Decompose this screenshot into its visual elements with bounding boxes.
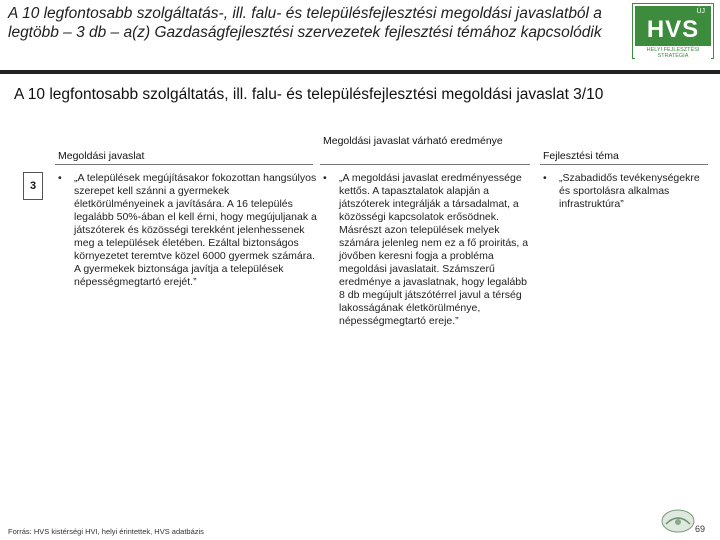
bullet: • — [58, 172, 62, 184]
bullet: • — [323, 172, 327, 184]
header-rule-1 — [55, 164, 313, 165]
logo-badge: ÚJ — [696, 8, 705, 15]
cell-topic — [543, 172, 703, 211]
section-subtitle: A 10 legfontosabb szolgáltatás, ill. falu- és településfejlesztési megoldási javaslat 3/10 — [14, 86, 604, 103]
eu-emblem-icon — [660, 508, 696, 534]
cell-solution-text: „A települések megújításakor fokozottan hangsúlyos szerepet kell szánni a gyermekek életkörülményeinek a javítására. A 16 település legalább 50%-ában el kell érni, hogy megújuljanak a játszóterek és közösségi terekként jelenhessenek meg a települések életében. Ezáltal biztonságos környezetet teremtve közel 6000 gyermek számára. A gyermekek biztonsága javítja a települések népességmegtartó erejét.” — [74, 172, 317, 288]
header-divider — [0, 70, 720, 74]
source-note: Forrás: HVS kistérségi HVI, helyi érintettek, HVS adatbázis — [8, 527, 204, 536]
header-rule-2 — [320, 164, 530, 165]
cell-result-text: „A megoldási javaslat eredményessége kettős. A tapasztalatok alapján a játszóterek integrálják a társadalmat, a közösségi kapcsolatok erősödnek. Másrészt azon települések melyek számára jelenleg nem ez a fő proiritás, a jövőben keresni fogja a probléma megoldási javaslatait. Számszerű eredménye a javaslatnak, hogy legalább 8 db megújult játszótérrel javul a térség lakosságának életkörülménye, népességmegtartó ereje.” — [339, 172, 529, 327]
page-number: 69 — [695, 524, 706, 534]
column-header-topic: Fejlesztési téma — [543, 150, 619, 162]
hvs-logo-icon — [633, 4, 713, 58]
cell-topic-text: „Szabadidős tevékenységekre és sportolásra alkalmas infrastruktúra” — [559, 172, 700, 210]
bullet: • — [543, 172, 547, 184]
column-header-solution: Megoldási javaslat — [58, 150, 145, 162]
logo-subtext: HELYI FEJLESZTÉSI STRATÉGIA — [635, 46, 711, 60]
cell-result — [323, 172, 533, 328]
column-header-result: Megoldási javaslat várható eredménye — [323, 135, 503, 147]
page-title: A 10 legfontosabb szolgáltatás-, ill. falu- és településfejlesztési megoldási javaslatból a legtöbb – 3 db – a(z) Gazdaságfejlesztési szervezetek fejlesztési témához kapcsolódik — [8, 5, 602, 41]
row-number: 3 — [23, 172, 43, 200]
cell-solution — [58, 172, 320, 289]
logo-text: HVS — [646, 16, 700, 43]
header-rule-3 — [540, 164, 708, 165]
